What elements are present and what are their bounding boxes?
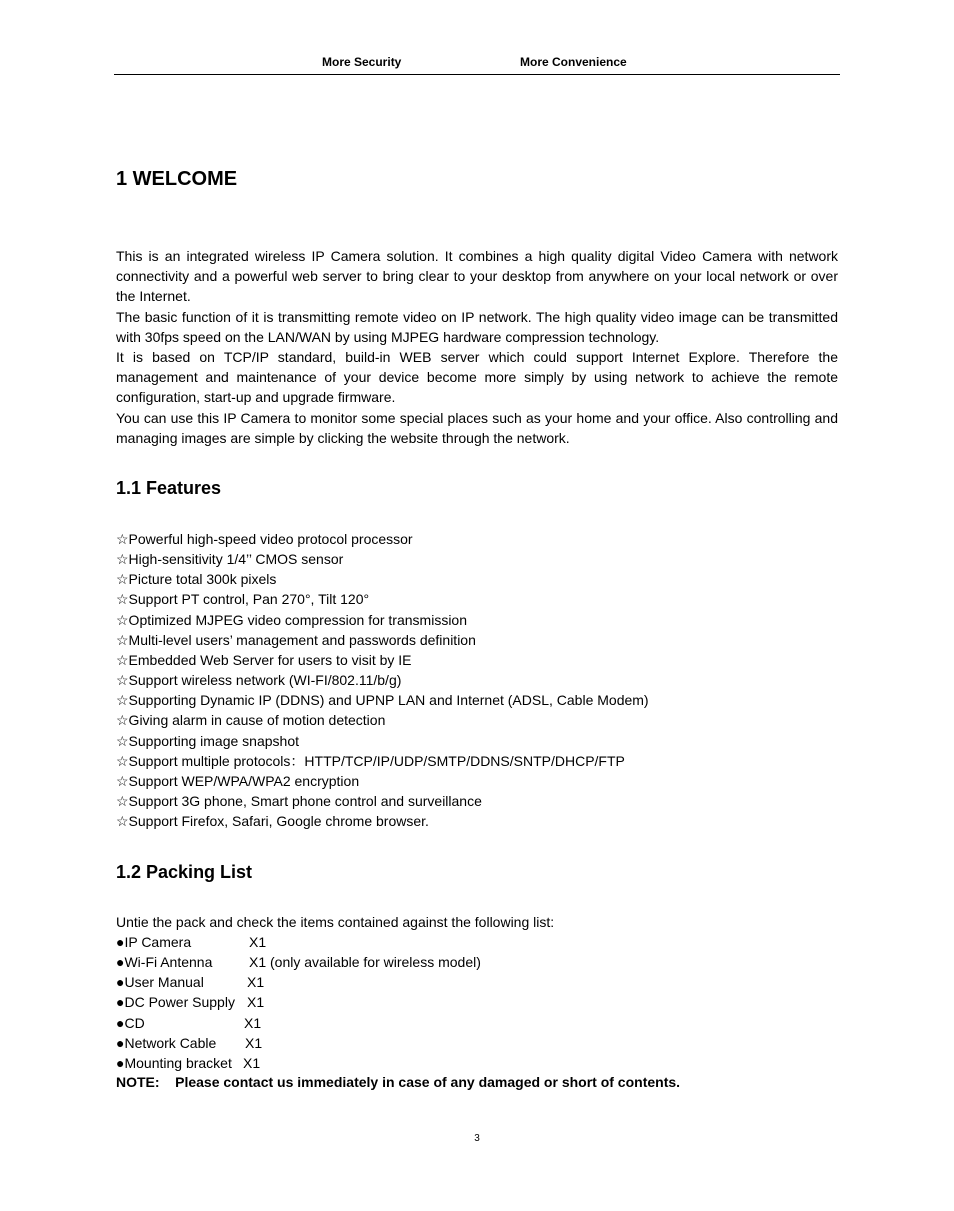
feature-item: ☆Supporting Dynamic IP (DDNS) and UPNP LAN and Internet (ADSL, Cable Modem) <box>116 692 649 709</box>
page-header <box>114 54 840 75</box>
section-title-features: 1.1 Features <box>116 478 222 498</box>
packing-item <box>116 952 481 972</box>
section-title-welcome: 1 WELCOME <box>116 168 238 190</box>
packing-item-qty: X1 <box>249 934 267 950</box>
packing-item-qty: X1 <box>243 1054 261 1071</box>
packing-item <box>116 1033 481 1053</box>
welcome-paragraph: The basic function of it is transmitting remote video on IP network. The high quality video image can be transmitted with 30fps speed on the LAN/WAN by using MJPEG hardware compression technology. <box>116 308 838 345</box>
feature-item: ☆Picture total 300k pixels <box>116 571 277 588</box>
packing-item <box>116 1053 481 1073</box>
packing-item-qty: X1 (only available for wireless model) <box>249 954 481 971</box>
header-left-text: More Security <box>322 55 402 69</box>
packing-item-name: ●User Manual <box>116 974 204 991</box>
welcome-paragraph: It is based on TCP/IP standard, build-in WEB server which could support Internet Explore. Therefore the management and maintenance of your device become more simply by using network to achieve the remote configuration, start-up and upgrade firmware. <box>116 349 838 406</box>
section-title-packing-list: 1.2 Packing List <box>116 862 253 882</box>
packing-item <box>116 992 481 1012</box>
packing-item-name: ●CD <box>116 1014 145 1031</box>
feature-item: ☆Supporting image snapshot <box>116 732 299 749</box>
packing-item <box>116 972 481 992</box>
feature-item: ☆Giving alarm in cause of motion detection <box>116 712 386 729</box>
feature-item: ☆Support WEP/WPA/WPA2 encryption <box>116 772 360 789</box>
packing-note: NOTE: Please contact us immediately in case of any damaged or short of contents. <box>116 1074 681 1090</box>
feature-item: ☆Optimized MJPEG video compression for transmission <box>116 611 467 628</box>
packing-item-qty: X1 <box>247 994 265 1011</box>
packing-list <box>116 932 481 1073</box>
welcome-body <box>116 246 838 448</box>
packing-item-qty: X1 <box>245 1034 263 1051</box>
page-number: 3 <box>474 1133 480 1144</box>
welcome-paragraph: This is an integrated wireless IP Camera solution. It combines a high quality digital Video Camera with network connectivity and a powerful web server to bring clear to your desktop from anywhere on your local network or over the Internet. <box>116 248 838 305</box>
feature-item: ☆High-sensitivity 1/4’’ CMOS sensor <box>116 551 344 568</box>
feature-item: ☆Powerful high-speed video protocol processor <box>116 531 413 547</box>
welcome-paragraph: You can use this IP Camera to monitor some special places such as your home and your office. Also controlling and managing images are simple by clicking the website through the network. <box>116 409 838 446</box>
feature-item: ☆Embedded Web Server for users to visit by IE <box>116 651 412 668</box>
feature-item: ☆Support PT control, Pan 270°, Tilt 120° <box>116 591 370 608</box>
feature-item: ☆Support multiple protocols：HTTP/TCP/IP/UDP/SMTP/DDNS/SNTP/DHCP/FTP <box>116 752 625 769</box>
feature-item: ☆Support 3G phone, Smart phone control and surveillance <box>116 793 482 810</box>
packing-item-qty: X1 <box>244 1014 262 1031</box>
packing-item <box>116 932 481 952</box>
packing-intro: Untie the pack and check the items contained against the following list: <box>116 914 555 930</box>
feature-list <box>116 529 838 831</box>
packing-item-name: ●DC Power Supply <box>116 994 235 1011</box>
packing-item-qty: X1 <box>247 974 265 991</box>
packing-item <box>116 1013 481 1033</box>
packing-item-name: ●Network Cable <box>116 1034 217 1051</box>
header-right-text: More Convenience <box>520 55 627 69</box>
feature-item: ☆Support Firefox, Safari, Google chrome browser. <box>116 813 429 830</box>
packing-item-name: ●IP Camera <box>116 934 192 950</box>
packing-item-name: ●Mounting bracket <box>116 1054 232 1071</box>
packing-item-name: ●Wi-Fi Antenna <box>116 954 213 971</box>
feature-item: ☆Multi-level users’ management and passwords definition <box>116 631 476 648</box>
feature-item: ☆Support wireless network (WI-FI/802.11/b/g) <box>116 672 402 689</box>
